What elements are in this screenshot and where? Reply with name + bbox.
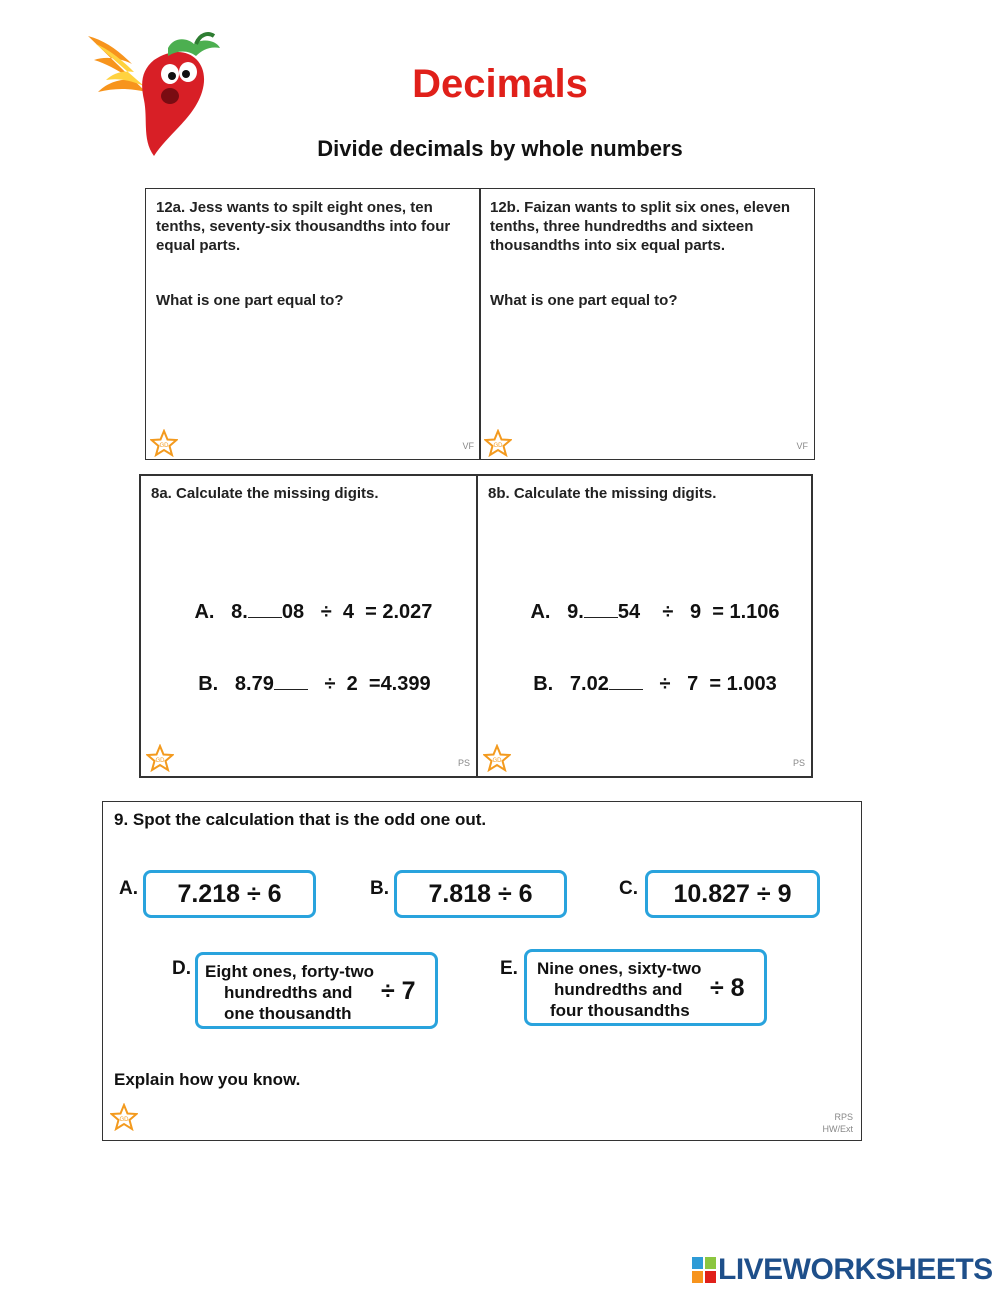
dividend-start: 7.02 bbox=[569, 673, 609, 695]
option-e-line1: Nine ones, sixty-two bbox=[537, 959, 702, 978]
question-9-panel bbox=[102, 801, 862, 1141]
dividend-end: 54 bbox=[617, 601, 641, 623]
equals-sign: = bbox=[368, 673, 381, 695]
question-12b-text: 12b. Faizan wants to split six ones, eleven tenths, three hundredths and sixteen thousandths into six equal parts. bbox=[490, 199, 791, 254]
question-8a-panel bbox=[139, 474, 478, 778]
option-a-box[interactable]: 7.218 ÷ 6 bbox=[143, 870, 316, 918]
liveworksheets-wordmark: LIVEWORKSHEETS bbox=[718, 1253, 993, 1286]
equals-sign: = bbox=[712, 601, 724, 623]
divisor: 9 bbox=[689, 601, 702, 623]
star-badge-icon bbox=[150, 429, 178, 457]
star-badge-text: GD bbox=[493, 443, 503, 449]
question-8b-panel bbox=[476, 474, 813, 778]
option-e-line3: four thousandths bbox=[550, 1001, 690, 1020]
divide-sign: ÷ bbox=[659, 673, 671, 695]
page-title: Decimals bbox=[412, 62, 588, 106]
dividend-end: 08 bbox=[281, 601, 305, 623]
question-8a-part-a bbox=[173, 578, 432, 647]
part-a-label: A. bbox=[194, 601, 215, 623]
question-8a-title: 8a. Calculate the missing digits. bbox=[151, 485, 379, 502]
question-12a-panel bbox=[145, 188, 481, 460]
option-b-box[interactable]: 7.818 ÷ 6 bbox=[394, 870, 567, 918]
option-e-letter: E. bbox=[500, 958, 518, 979]
star-badge-icon bbox=[146, 744, 174, 772]
part-b-label: B. bbox=[533, 673, 554, 695]
divisor: 7 bbox=[687, 673, 699, 695]
divisor: 2 bbox=[346, 673, 358, 695]
star-badge-icon bbox=[484, 429, 512, 457]
missing-digit-blank[interactable] bbox=[584, 603, 618, 618]
question-9-title: 9. Spot the calculation that is the odd one out. bbox=[114, 810, 487, 829]
divide-sign: ÷ bbox=[320, 601, 332, 623]
part-b-label: B. bbox=[198, 673, 219, 695]
question-12a-text: 12a. Jess wants to spilt eight ones, ten tenths, seventy-six thousandths into four equal parts. bbox=[156, 199, 451, 254]
question-8a-code: PS bbox=[457, 758, 470, 768]
option-d-line3: one thousandth bbox=[224, 1004, 352, 1023]
question-12b-prompt: What is one part equal to? bbox=[490, 292, 678, 309]
question-12b-panel bbox=[479, 188, 815, 460]
question-8b-part-b bbox=[511, 650, 777, 719]
option-d-line2: hundredths and bbox=[224, 983, 353, 1002]
equals-sign: = bbox=[709, 673, 722, 695]
option-e-box[interactable] bbox=[524, 949, 767, 1026]
quotient: 1.003 bbox=[726, 673, 777, 695]
question-12b-code: VF bbox=[796, 441, 808, 451]
equals-sign: = bbox=[365, 601, 377, 623]
option-c-box[interactable]: 10.827 ÷ 9 bbox=[645, 870, 820, 918]
option-d-letter: D. bbox=[172, 958, 191, 979]
question-8b-title: 8b. Calculate the missing digits. bbox=[488, 485, 717, 502]
option-e-divisor: ÷ 8 bbox=[710, 974, 745, 1002]
question-9-code-2: HW/Ext bbox=[822, 1124, 853, 1134]
dividend-start: 9. bbox=[567, 601, 584, 623]
quotient: 1.106 bbox=[729, 601, 780, 623]
liveworksheets-logo-icon bbox=[692, 1257, 716, 1283]
missing-digit-blank[interactable] bbox=[248, 603, 282, 618]
star-badge-text: GD bbox=[155, 758, 165, 764]
dividend-start: 8.79 bbox=[234, 673, 274, 695]
page-subtitle: Divide decimals by whole numbers bbox=[317, 136, 683, 161]
question-8a-part-b bbox=[176, 650, 431, 719]
option-a-letter: A. bbox=[119, 878, 138, 899]
star-badge-icon bbox=[483, 744, 511, 772]
quotient: 2.027 bbox=[382, 601, 433, 623]
option-d-divisor: ÷ 7 bbox=[381, 977, 416, 1005]
option-e-line2: hundredths and bbox=[554, 980, 683, 999]
star-badge-text: GD bbox=[159, 443, 169, 449]
question-12a-prompt: What is one part equal to? bbox=[156, 292, 344, 309]
divide-sign: ÷ bbox=[662, 601, 674, 623]
explain-prompt: Explain how you know. bbox=[114, 1070, 301, 1089]
option-c-letter: C. bbox=[619, 878, 638, 899]
divide-sign: ÷ bbox=[324, 673, 336, 695]
question-12a-code: VF bbox=[462, 441, 474, 451]
star-badge-text: GD bbox=[492, 758, 502, 764]
option-b-letter: B. bbox=[370, 878, 389, 899]
missing-digit-blank[interactable] bbox=[609, 675, 643, 690]
question-8b-part-a bbox=[509, 578, 780, 647]
option-d-box[interactable] bbox=[195, 952, 438, 1029]
quotient: 4.399 bbox=[380, 673, 431, 695]
part-a-label: A. bbox=[530, 601, 551, 623]
question-9-code-1: RPS bbox=[834, 1112, 853, 1122]
divisor: 4 bbox=[342, 601, 354, 623]
star-badge-icon bbox=[110, 1103, 138, 1131]
missing-digit-blank[interactable] bbox=[274, 675, 308, 690]
star-badge-text: GD bbox=[119, 1117, 129, 1123]
question-8b-code: PS bbox=[792, 758, 805, 768]
liveworksheets-brand bbox=[692, 1253, 993, 1287]
option-d-line1: Eight ones, forty-two bbox=[205, 962, 375, 981]
dividend-start: 8. bbox=[231, 601, 248, 623]
